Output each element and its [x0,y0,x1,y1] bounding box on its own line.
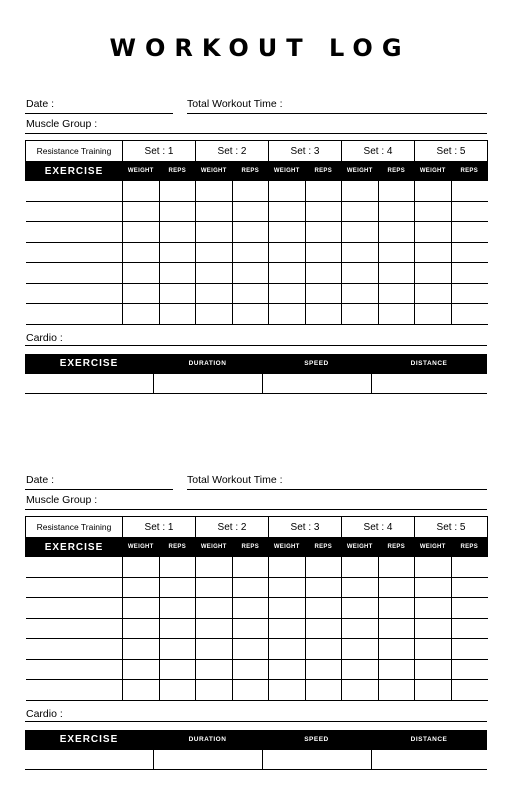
set-header-3: Set : 3 [269,517,342,538]
cardio-header [25,354,487,374]
table-row [26,201,488,222]
weight-cell[interactable] [415,680,452,701]
weight-cell[interactable] [269,557,306,578]
reps-cell[interactable] [232,222,269,243]
weight-cell[interactable] [415,557,452,578]
cardio-column-divider [262,750,263,770]
reps-column-header: REPS [159,162,196,181]
weight-cell[interactable] [269,618,306,639]
weight-cell[interactable] [196,283,233,304]
reps-cell[interactable] [305,283,342,304]
muscle-group-label: Muscle Group : [26,118,98,130]
reps-cell[interactable] [378,222,415,243]
total-time-field[interactable] [187,489,487,490]
reps-cell[interactable] [305,557,342,578]
reps-cell[interactable] [378,577,415,598]
reps-cell[interactable] [232,263,269,284]
date-field[interactable] [25,489,173,490]
reps-cell[interactable] [159,639,196,660]
weight-cell[interactable] [415,577,452,598]
weight-column-header: WEIGHT [269,538,306,557]
exercise-cell[interactable] [26,242,123,263]
cardio-divider [25,721,487,722]
reps-cell[interactable] [451,181,488,202]
weight-cell[interactable] [196,618,233,639]
weight-cell[interactable] [342,659,379,680]
reps-cell[interactable] [232,659,269,680]
set-header-5: Set : 5 [415,517,488,538]
reps-cell[interactable] [451,577,488,598]
reps-cell[interactable] [305,639,342,660]
weight-column-header: WEIGHT [342,162,379,181]
reps-column-header: REPS [232,162,269,181]
reps-cell[interactable] [451,618,488,639]
reps-cell[interactable] [159,680,196,701]
reps-cell[interactable] [451,283,488,304]
resistance-table [25,140,488,325]
reps-cell[interactable] [159,181,196,202]
exercise-cell[interactable] [26,598,123,619]
total-time-label: Total Workout Time : [187,98,283,110]
weight-cell[interactable] [342,680,379,701]
reps-cell[interactable] [159,242,196,263]
weight-cell[interactable] [415,659,452,680]
weight-cell[interactable] [342,283,379,304]
weight-cell[interactable] [123,618,160,639]
cardio-label: Cardio : [26,708,63,720]
weight-cell[interactable] [415,201,452,222]
reps-cell[interactable] [232,201,269,222]
reps-column-header: REPS [305,162,342,181]
set-header-3: Set : 3 [269,141,342,162]
exercise-cell[interactable] [26,263,123,284]
reps-cell[interactable] [378,201,415,222]
table-row [26,283,488,304]
weight-cell[interactable] [196,659,233,680]
speed-column-header: SPEED [304,360,329,367]
table-row [26,557,488,578]
reps-cell[interactable] [305,263,342,284]
log-section-1 [25,96,487,396]
weight-cell[interactable] [415,222,452,243]
reps-cell[interactable] [378,304,415,325]
weight-cell[interactable] [269,304,306,325]
total-time-field[interactable] [187,113,487,114]
reps-cell[interactable] [159,222,196,243]
duration-column-header: DURATION [188,736,227,743]
reps-cell[interactable] [305,618,342,639]
set-header-1: Set : 1 [123,517,196,538]
reps-cell[interactable] [159,618,196,639]
reps-cell[interactable] [378,618,415,639]
exercise-cell[interactable] [26,222,123,243]
table-row [26,598,488,619]
reps-cell[interactable] [305,181,342,202]
reps-cell[interactable] [378,557,415,578]
muscle-group-field[interactable] [25,133,487,134]
reps-cell[interactable] [159,577,196,598]
speed-column-header: SPEED [304,736,329,743]
weight-cell[interactable] [342,639,379,660]
reps-cell[interactable] [305,201,342,222]
weight-column-header: WEIGHT [123,538,160,557]
weight-cell[interactable] [123,263,160,284]
weight-cell[interactable] [123,201,160,222]
reps-cell[interactable] [378,639,415,660]
weight-cell[interactable] [123,181,160,202]
weight-cell[interactable] [269,659,306,680]
reps-cell[interactable] [305,242,342,263]
reps-cell[interactable] [305,222,342,243]
cardio-column-divider [153,374,154,394]
weight-cell[interactable] [123,577,160,598]
reps-cell[interactable] [232,181,269,202]
resistance-training-label: Resistance Training [26,517,123,538]
weight-cell[interactable] [342,598,379,619]
reps-cell[interactable] [378,680,415,701]
weight-cell[interactable] [415,618,452,639]
weight-cell[interactable] [123,639,160,660]
date-label: Date : [26,474,55,486]
table-row [26,304,488,325]
exercise-cell[interactable] [26,201,123,222]
table-row [26,577,488,598]
weight-cell[interactable] [196,242,233,263]
reps-cell[interactable] [451,680,488,701]
weight-cell[interactable] [342,557,379,578]
weight-column-header: WEIGHT [269,162,306,181]
cardio-column-divider [371,750,372,770]
reps-cell[interactable] [232,283,269,304]
weight-cell[interactable] [269,283,306,304]
cardio-row[interactable] [25,750,487,770]
muscle-group-label: Muscle Group : [26,494,98,506]
reps-cell[interactable] [232,242,269,263]
distance-column-header: DISTANCE [410,736,448,743]
reps-cell[interactable] [451,304,488,325]
reps-cell[interactable] [378,263,415,284]
exercise-column-header: EXERCISE [59,358,119,369]
reps-cell[interactable] [305,680,342,701]
set-header-5: Set : 5 [415,141,488,162]
weight-cell[interactable] [342,222,379,243]
exercise-cell[interactable] [26,639,123,660]
reps-cell[interactable] [378,659,415,680]
weight-cell[interactable] [269,598,306,619]
table-row [26,222,488,243]
table-row [26,263,488,284]
weight-cell[interactable] [342,618,379,639]
cardio-divider [25,345,487,346]
weight-cell[interactable] [269,201,306,222]
weight-column-header: WEIGHT [196,538,233,557]
weight-cell[interactable] [196,557,233,578]
exercise-column-header: EXERCISE [26,538,123,557]
weight-cell[interactable] [123,557,160,578]
page-title: WORKOUT LOG [109,34,411,62]
exercise-cell[interactable] [26,283,123,304]
reps-cell[interactable] [305,598,342,619]
weight-cell[interactable] [123,659,160,680]
table-row [26,680,488,701]
reps-cell[interactable] [451,201,488,222]
weight-cell[interactable] [196,263,233,284]
reps-cell[interactable] [305,659,342,680]
table-row [26,242,488,263]
reps-cell[interactable] [159,201,196,222]
total-time-label: Total Workout Time : [187,474,283,486]
reps-cell[interactable] [159,659,196,680]
reps-cell[interactable] [378,283,415,304]
reps-cell[interactable] [159,557,196,578]
weight-cell[interactable] [415,304,452,325]
reps-cell[interactable] [159,598,196,619]
weight-cell[interactable] [269,577,306,598]
exercise-cell[interactable] [26,659,123,680]
weight-cell[interactable] [196,201,233,222]
weight-cell[interactable] [196,577,233,598]
date-label: Date : [26,98,55,110]
weight-cell[interactable] [415,242,452,263]
muscle-group-field[interactable] [25,509,487,510]
exercise-cell[interactable] [26,577,123,598]
weight-cell[interactable] [415,181,452,202]
weight-cell[interactable] [415,283,452,304]
cardio-column-divider [153,750,154,770]
weight-cell[interactable] [342,577,379,598]
reps-cell[interactable] [232,304,269,325]
weight-cell[interactable] [415,263,452,284]
reps-column-header: REPS [305,538,342,557]
weight-column-header: WEIGHT [415,162,452,181]
weight-cell[interactable] [196,598,233,619]
exercise-cell[interactable] [26,680,123,701]
reps-cell[interactable] [232,680,269,701]
weight-cell[interactable] [196,222,233,243]
cardio-label: Cardio : [26,332,63,344]
set-header-2: Set : 2 [196,517,269,538]
reps-cell[interactable] [451,639,488,660]
weight-cell[interactable] [415,639,452,660]
exercise-cell[interactable] [26,557,123,578]
reps-column-header: REPS [159,538,196,557]
reps-cell[interactable] [305,577,342,598]
weight-cell[interactable] [269,263,306,284]
weight-column-header: WEIGHT [342,538,379,557]
set-header-1: Set : 1 [123,141,196,162]
weight-cell[interactable] [342,242,379,263]
weight-cell[interactable] [269,639,306,660]
weight-cell[interactable] [342,304,379,325]
set-header-4: Set : 4 [342,141,415,162]
date-field[interactable] [25,113,173,114]
reps-cell[interactable] [232,618,269,639]
reps-cell[interactable] [232,639,269,660]
reps-column-header: REPS [451,538,488,557]
weight-cell[interactable] [196,639,233,660]
weight-cell[interactable] [269,222,306,243]
set-header-4: Set : 4 [342,517,415,538]
distance-column-header: DISTANCE [410,360,448,367]
reps-cell[interactable] [378,181,415,202]
weight-cell[interactable] [123,304,160,325]
weight-cell[interactable] [269,680,306,701]
table-row [26,181,488,202]
reps-column-header: REPS [378,538,415,557]
duration-column-header: DURATION [188,360,227,367]
weight-cell[interactable] [123,242,160,263]
weight-cell[interactable] [123,283,160,304]
weight-cell[interactable] [123,680,160,701]
reps-cell[interactable] [232,598,269,619]
reps-cell[interactable] [378,242,415,263]
reps-cell[interactable] [451,263,488,284]
reps-cell[interactable] [159,263,196,284]
reps-cell[interactable] [451,659,488,680]
weight-cell[interactable] [269,181,306,202]
reps-cell[interactable] [159,283,196,304]
reps-cell[interactable] [451,222,488,243]
exercise-cell[interactable] [26,618,123,639]
reps-cell[interactable] [451,242,488,263]
weight-cell[interactable] [196,680,233,701]
reps-column-header: REPS [378,162,415,181]
reps-cell[interactable] [305,304,342,325]
table-row [26,618,488,639]
cardio-header [25,730,487,750]
weight-cell[interactable] [415,598,452,619]
weight-cell[interactable] [342,201,379,222]
weight-cell[interactable] [123,598,160,619]
weight-cell[interactable] [342,181,379,202]
reps-cell[interactable] [378,598,415,619]
weight-cell[interactable] [269,242,306,263]
cardio-row[interactable] [25,374,487,394]
table-row [26,639,488,660]
reps-column-header: REPS [451,162,488,181]
weight-cell[interactable] [123,222,160,243]
cardio-column-divider [262,374,263,394]
cardio-column-divider [371,374,372,394]
exercise-column-header: EXERCISE [26,162,123,181]
set-header-2: Set : 2 [196,141,269,162]
reps-column-header: REPS [232,538,269,557]
weight-column-header: WEIGHT [123,162,160,181]
reps-cell[interactable] [232,577,269,598]
reps-cell[interactable] [159,304,196,325]
resistance-training-label: Resistance Training [26,141,123,162]
weight-cell[interactable] [196,181,233,202]
reps-cell[interactable] [451,557,488,578]
exercise-cell[interactable] [26,181,123,202]
reps-cell[interactable] [451,598,488,619]
table-row [26,659,488,680]
weight-cell[interactable] [342,263,379,284]
log-section-2 [25,472,487,772]
exercise-column-header: EXERCISE [59,734,119,745]
weight-cell[interactable] [196,304,233,325]
weight-column-header: WEIGHT [196,162,233,181]
exercise-cell[interactable] [26,304,123,325]
resistance-table [25,516,488,701]
weight-column-header: WEIGHT [415,538,452,557]
reps-cell[interactable] [232,557,269,578]
